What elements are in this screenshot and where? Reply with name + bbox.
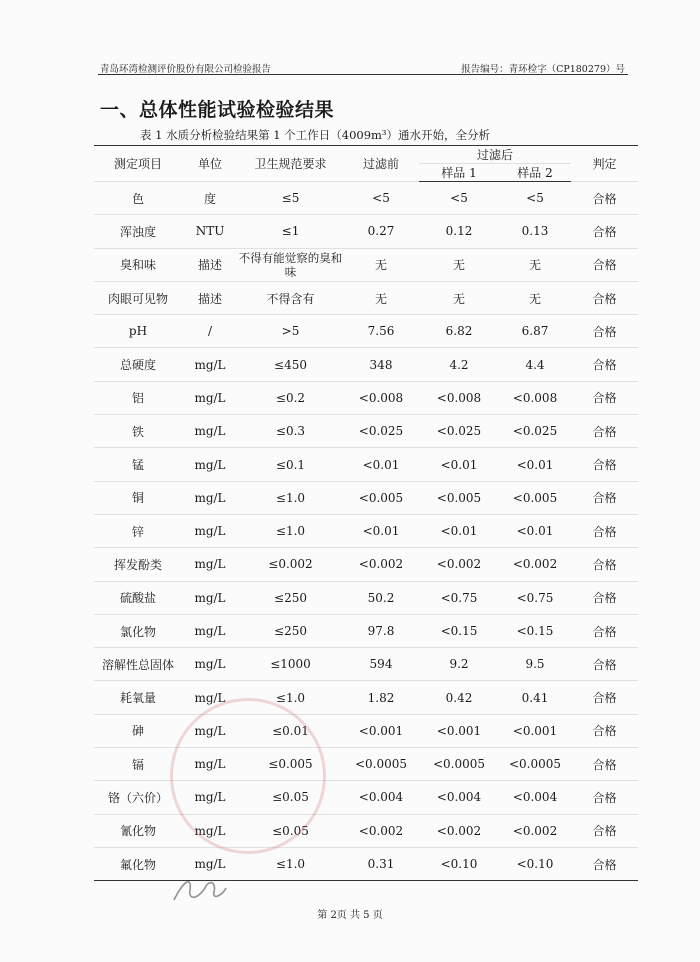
header-sample1: 样品 1: [419, 164, 499, 182]
cell-item: 氰化物: [94, 814, 182, 847]
table-row: [94, 648, 638, 681]
cell-item: 总硬度: [94, 348, 182, 381]
cell-unit: mg/L: [182, 614, 238, 647]
report-number: 报告编号：青环检字（CP180279）号: [461, 64, 625, 75]
cell-judgement: 合格: [571, 814, 638, 847]
cell-unit: mg/L: [182, 448, 238, 481]
cell-item: 铁: [94, 415, 182, 448]
cell-judgement: 合格: [571, 215, 638, 248]
cell-item: 臭和味: [94, 248, 182, 281]
cell-unit: mg/L: [182, 847, 238, 880]
cell-pre-filter: 1.82: [343, 681, 419, 714]
cell-standard: >5: [238, 315, 343, 348]
table-caption: 表 1 水质分析检验结果第 1 个工作日（4009m³）通水开始，全分析: [140, 128, 491, 142]
cell-pre-filter: 7.56: [343, 315, 419, 348]
cell-pre-filter: 无: [343, 248, 419, 281]
cell-standard: ≤0.1: [238, 448, 343, 481]
cell-standard: ≤1.0: [238, 481, 343, 514]
header-judgement: 判定: [571, 146, 638, 182]
cell-judgement: 合格: [571, 248, 638, 281]
table-row: [94, 281, 638, 314]
cell-pre-filter: <0.002: [343, 548, 419, 581]
table-row: [94, 182, 638, 215]
cell-judgement: 合格: [571, 281, 638, 314]
cell-standard: 不得有能觉察的臭和味: [238, 248, 343, 281]
cell-judgement: 合格: [571, 614, 638, 647]
cell-sample1: <0.025: [419, 415, 499, 448]
cell-item: 锰: [94, 448, 182, 481]
cell-judgement: 合格: [571, 448, 638, 481]
cell-sample1: <0.002: [419, 548, 499, 581]
cell-sample2: <0.002: [499, 814, 571, 847]
header-sample2: 样品 2: [499, 164, 571, 182]
cell-standard: ≤1000: [238, 648, 343, 681]
cell-pre-filter: <0.004: [343, 781, 419, 814]
cell-item: 铜: [94, 481, 182, 514]
cell-judgement: 合格: [571, 648, 638, 681]
cell-sample1: <0.01: [419, 514, 499, 547]
cell-pre-filter: <0.008: [343, 381, 419, 414]
table-row: [94, 681, 638, 714]
cell-unit: mg/L: [182, 514, 238, 547]
cell-judgement: 合格: [571, 182, 638, 215]
official-stamp: [170, 698, 326, 854]
cell-item: 耗氧量: [94, 681, 182, 714]
cell-standard: ≤1.0: [238, 514, 343, 547]
cell-unit: mg/L: [182, 781, 238, 814]
table-row: [94, 448, 638, 481]
cell-sample2: 无: [499, 281, 571, 314]
signature-mark: [170, 872, 230, 907]
cell-standard: ≤0.2: [238, 381, 343, 414]
cell-judgement: 合格: [571, 781, 638, 814]
company-report-title: 青岛环湾检测评价股份有限公司检验报告: [100, 64, 272, 75]
cell-standard: ≤0.005: [238, 748, 343, 781]
cell-sample1: <0.75: [419, 581, 499, 614]
cell-unit: /: [182, 315, 238, 348]
cell-sample2: <0.0005: [499, 748, 571, 781]
cell-judgement: 合格: [571, 681, 638, 714]
cell-sample2: 6.87: [499, 315, 571, 348]
cell-standard: ≤0.3: [238, 415, 343, 448]
cell-sample1: 0.42: [419, 681, 499, 714]
cell-judgement: 合格: [571, 415, 638, 448]
cell-unit: mg/L: [182, 648, 238, 681]
cell-sample1: <0.01: [419, 448, 499, 481]
cell-pre-filter: <0.005: [343, 481, 419, 514]
cell-sample1: 6.82: [419, 315, 499, 348]
cell-item: pH: [94, 315, 182, 348]
cell-unit: mg/L: [182, 415, 238, 448]
cell-pre-filter: 无: [343, 281, 419, 314]
cell-sample2: <0.001: [499, 714, 571, 747]
cell-standard: ≤250: [238, 614, 343, 647]
cell-item: 锌: [94, 514, 182, 547]
cell-standard: ≤0.05: [238, 814, 343, 847]
cell-judgement: 合格: [571, 548, 638, 581]
cell-unit: mg/L: [182, 814, 238, 847]
cell-unit: 描述: [182, 248, 238, 281]
cell-sample1: <0.15: [419, 614, 499, 647]
cell-standard: ≤450: [238, 348, 343, 381]
cell-sample1: <5: [419, 182, 499, 215]
header-post-filter: 过滤后: [419, 146, 571, 164]
header-item: 测定项目: [94, 146, 182, 182]
cell-pre-filter: 594: [343, 648, 419, 681]
cell-sample2: <0.002: [499, 548, 571, 581]
cell-judgement: 合格: [571, 514, 638, 547]
cell-judgement: 合格: [571, 315, 638, 348]
table-row: [94, 348, 638, 381]
cell-item: 硫酸盐: [94, 581, 182, 614]
cell-sample1: <0.002: [419, 814, 499, 847]
cell-pre-filter: 348: [343, 348, 419, 381]
cell-pre-filter: 0.31: [343, 847, 419, 880]
cell-sample1: <0.0005: [419, 748, 499, 781]
cell-unit: mg/L: [182, 348, 238, 381]
cell-judgement: 合格: [571, 381, 638, 414]
cell-standard: ≤0.01: [238, 714, 343, 747]
cell-judgement: 合格: [571, 581, 638, 614]
cell-unit: mg/L: [182, 481, 238, 514]
table-row: [94, 581, 638, 614]
cell-standard: ≤5: [238, 182, 343, 215]
cell-item: 铝: [94, 381, 182, 414]
table-row: [94, 614, 638, 647]
cell-pre-filter: 0.27: [343, 215, 419, 248]
cell-judgement: 合格: [571, 847, 638, 880]
table-row: [94, 814, 638, 847]
cell-sample2: 0.41: [499, 681, 571, 714]
table-row: [94, 381, 638, 414]
cell-item: 挥发酚类: [94, 548, 182, 581]
cell-item: 色: [94, 182, 182, 215]
cell-judgement: 合格: [571, 714, 638, 747]
cell-pre-filter: <0.0005: [343, 748, 419, 781]
cell-judgement: 合格: [571, 748, 638, 781]
cell-item: 氯化物: [94, 614, 182, 647]
cell-sample2: 9.5: [499, 648, 571, 681]
cell-sample1: <0.008: [419, 381, 499, 414]
table-row: [94, 315, 638, 348]
cell-sample2: 0.13: [499, 215, 571, 248]
cell-standard: ≤0.002: [238, 548, 343, 581]
cell-item: 肉眼可见物: [94, 281, 182, 314]
cell-pre-filter: 97.8: [343, 614, 419, 647]
table-row: [94, 714, 638, 747]
header-pre-filter: 过滤前: [343, 146, 419, 182]
cell-pre-filter: <0.025: [343, 415, 419, 448]
cell-item: 镉: [94, 748, 182, 781]
cell-sample1: <0.005: [419, 481, 499, 514]
cell-sample1: <0.001: [419, 714, 499, 747]
cell-sample1: 无: [419, 248, 499, 281]
table-row: [94, 415, 638, 448]
cell-unit: mg/L: [182, 381, 238, 414]
cell-unit: mg/L: [182, 548, 238, 581]
cell-standard: ≤1.0: [238, 847, 343, 880]
cell-unit: 度: [182, 182, 238, 215]
cell-pre-filter: <0.001: [343, 714, 419, 747]
cell-sample2: <0.01: [499, 514, 571, 547]
cell-sample2: <0.15: [499, 614, 571, 647]
cell-unit: mg/L: [182, 581, 238, 614]
cell-pre-filter: <0.002: [343, 814, 419, 847]
cell-sample2: <5: [499, 182, 571, 215]
cell-judgement: 合格: [571, 348, 638, 381]
cell-item: 铬（六价）: [94, 781, 182, 814]
cell-standard: ≤1: [238, 215, 343, 248]
cell-standard: ≤1.0: [238, 681, 343, 714]
cell-sample2: <0.025: [499, 415, 571, 448]
section-title: 一、总体性能试验检验结果: [100, 99, 335, 121]
header-divider: [98, 74, 628, 75]
cell-sample2: <0.10: [499, 847, 571, 880]
cell-sample1: 4.2: [419, 348, 499, 381]
cell-sample2: <0.75: [499, 581, 571, 614]
cell-pre-filter: 50.2: [343, 581, 419, 614]
page-number: 第 2页 共 5 页: [317, 910, 383, 921]
cell-pre-filter: <0.01: [343, 514, 419, 547]
cell-unit: NTU: [182, 215, 238, 248]
cell-standard: 不得含有: [238, 281, 343, 314]
cell-item: 浑浊度: [94, 215, 182, 248]
cell-sample2: 无: [499, 248, 571, 281]
cell-sample1: 0.12: [419, 215, 499, 248]
cell-unit: 描述: [182, 281, 238, 314]
cell-sample1: 无: [419, 281, 499, 314]
table-row: [94, 514, 638, 547]
header-standard: 卫生规范要求: [238, 146, 343, 182]
cell-sample1: 9.2: [419, 648, 499, 681]
cell-sample1: <0.10: [419, 847, 499, 880]
cell-unit: mg/L: [182, 714, 238, 747]
cell-judgement: 合格: [571, 481, 638, 514]
cell-sample2: <0.008: [499, 381, 571, 414]
cell-unit: mg/L: [182, 681, 238, 714]
cell-sample2: <0.005: [499, 481, 571, 514]
table-row: [94, 481, 638, 514]
cell-sample2: <0.004: [499, 781, 571, 814]
cell-sample1: <0.004: [419, 781, 499, 814]
cell-item: 氟化物: [94, 847, 182, 880]
cell-item: 溶解性总固体: [94, 648, 182, 681]
cell-sample2: 4.4: [499, 348, 571, 381]
cell-standard: ≤250: [238, 581, 343, 614]
table-row: [94, 248, 638, 281]
cell-unit: mg/L: [182, 748, 238, 781]
cell-pre-filter: <5: [343, 182, 419, 215]
cell-item: 砷: [94, 714, 182, 747]
table-row: [94, 548, 638, 581]
cell-sample2: <0.01: [499, 448, 571, 481]
cell-standard: ≤0.05: [238, 781, 343, 814]
cell-pre-filter: <0.01: [343, 448, 419, 481]
table-row: [94, 215, 638, 248]
header-unit: 单位: [182, 146, 238, 182]
